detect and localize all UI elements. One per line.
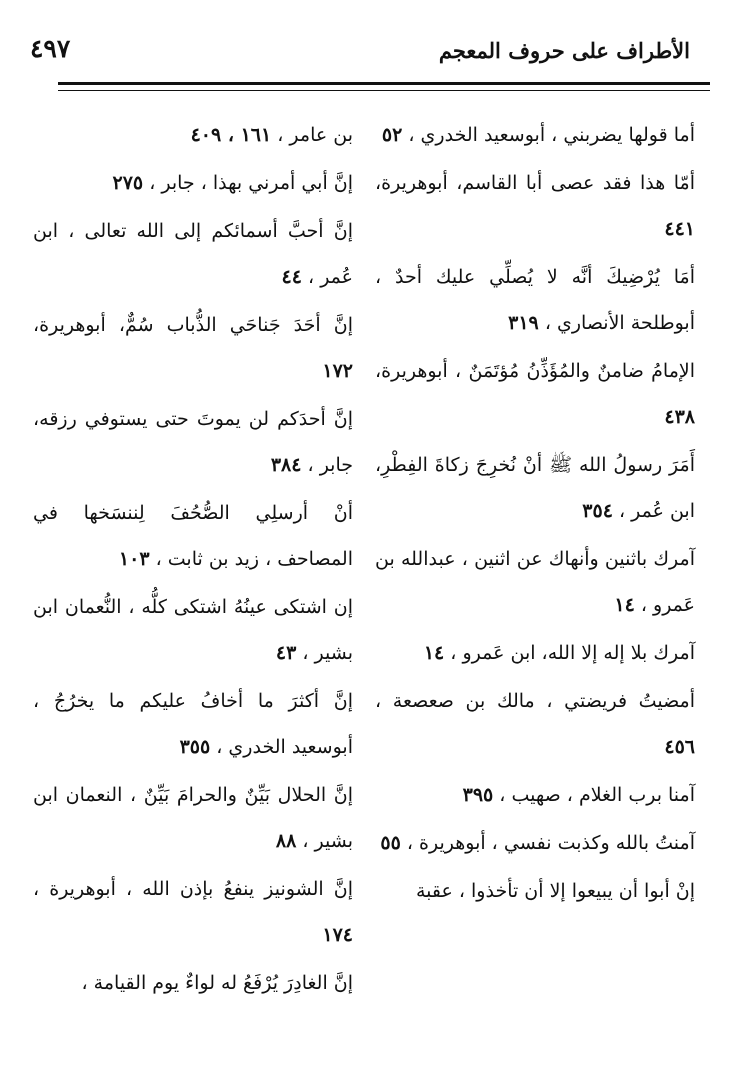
entry-text: إنَّ أحبَّ أسمائكم إلى الله تعالى ، ابن عُمر ، [33, 220, 353, 288]
entry-page-ref: ٤٥٦ [664, 736, 695, 758]
entry-text: إنَّ أكثرَ ما أخافُ عليكم ما يخرُجُ ، أبوسعيد الخدري ، [33, 690, 353, 758]
entry-text: إنَّ أحدَكم لن يموتَ حتى يستوفي رزقه، جابر ، [33, 408, 353, 476]
entry-text: أمَا يُرْضِيكَ أنَّه لا يُصلِّي عليك أحدٌ ، أبوطلحة الأنصاري ، [375, 266, 695, 334]
index-entry [375, 160, 695, 252]
index-entry [375, 772, 695, 818]
index-entry [375, 442, 695, 534]
entry-text: إنَّ أبي أمرني بهذا ، جابر ، [149, 172, 353, 194]
index-entry [33, 866, 353, 958]
entry-page-ref: ٢٧٥ [112, 172, 144, 194]
entry-page-ref: ١٤ [423, 642, 445, 664]
index-entry [375, 630, 695, 676]
entry-text: إنَّ أحَدَ جَناحَي الذُّباب سُمٌّ، أبوهريرة، [33, 314, 353, 336]
entry-text: أنْ أرسلِي الصُّحُفَ لِننسَخها في المصاحف ، زيد بن ثابت ، [33, 502, 353, 570]
index-entry [33, 960, 353, 1006]
index-entry [375, 254, 695, 346]
entry-page-ref: ١٧٢ [322, 360, 353, 382]
index-entry [33, 678, 353, 770]
index-entry [375, 348, 695, 440]
index-entry [33, 772, 353, 864]
left-column [33, 112, 353, 1008]
entry-page-ref: ٣٨٤ [270, 454, 302, 476]
page-header [30, 34, 690, 74]
entry-text: آمرك باثنين وأنهاك عن اثنين ، عبدالله بن عَمرو ، [375, 548, 695, 616]
entry-text: الإمامُ ضامنٌ والمُؤَذِّنُ مُؤتَمَنٌ ، أبوهريرة، [375, 360, 695, 382]
entry-text: أَمَرَ رسولُ الله ﷺ أنْ نُخرِجَ زكاةَ الفِطْرِ، ابن عُمر ، [375, 454, 695, 522]
entry-text: آمرك بلا إله إلا الله، ابن عَمرو ، [450, 642, 695, 664]
entry-text: إنَّ الشونيز ينفعُ بإذن الله ، أبوهريرة ، [33, 878, 353, 900]
index-entry [375, 678, 695, 770]
entry-page-ref: ٣٥٤ [582, 500, 613, 522]
entry-text: بن عامر ، [277, 124, 353, 146]
entry-page-ref: ١٧٤ [322, 924, 353, 946]
running-title: الأطراف على حروف المعجم [438, 38, 690, 63]
entry-page-ref: ١٤ [614, 594, 635, 616]
page-number: ٤٩٧ [30, 34, 71, 63]
index-entry [33, 396, 353, 488]
index-entry [33, 584, 353, 676]
entry-page-ref: ٤٣ [275, 642, 297, 664]
entry-text: آمنتُ بالله وكذبت نفسي ، أبوهريرة ، [406, 832, 695, 854]
entry-text: أما قولها يضربني ، أبوسعيد الخدري ، [408, 124, 695, 146]
index-entry [33, 112, 353, 158]
entry-page-ref: ١٦١ ، ٤٠٩ [190, 124, 272, 146]
index-entry [33, 302, 353, 394]
entry-text: آمنا برب الغلام ، صهيب ، [499, 784, 695, 806]
header-rule-thick [58, 82, 710, 85]
index-entry [375, 820, 695, 866]
right-column [375, 112, 695, 916]
index-entry [375, 868, 695, 914]
entry-text: إنَّ الغادِرَ يُرْفَعُ له لواءٌ يوم القيامة ، [81, 972, 353, 994]
entry-page-ref: ٤٤١ [664, 218, 695, 240]
header-rule-thin [58, 90, 710, 91]
index-entry [33, 160, 353, 206]
entry-text: أمّا هذا فقد عصى أبا القاسم، أبوهريرة، [375, 172, 695, 194]
entry-text: أمضيتُ فريضتي ، مالك بن صعصعة ، [375, 690, 695, 712]
entry-page-ref: ٣٩٥ [462, 784, 494, 806]
index-entry [375, 536, 695, 628]
entry-page-ref: ٥٢ [381, 124, 403, 146]
index-entry [33, 490, 353, 582]
entry-page-ref: ٥٥ [380, 832, 401, 854]
index-entry [33, 208, 353, 300]
entry-text: إنْ أبوا أن يبيعوا إلا أن تأخذوا ، عقبة [415, 880, 695, 902]
entry-text: إن اشتكى عينُهُ اشتكى كلُّه ، النُّعمان ابن بشير ، [33, 596, 353, 664]
entry-page-ref: ٨٨ [275, 830, 297, 852]
index-entry [375, 112, 695, 158]
entry-page-ref: ٣١٩ [508, 312, 539, 334]
entry-page-ref: ١٠٣ [118, 548, 150, 570]
entry-page-ref: ٤٣٨ [664, 406, 695, 428]
entry-text: إنَّ الحلال بَيِّنٌ والحرامَ بَيِّنٌ ، النعمان ابن بشير ، [33, 784, 353, 852]
entry-page-ref: ٣٥٥ [179, 736, 211, 758]
entry-page-ref: ٤٤ [281, 266, 302, 288]
